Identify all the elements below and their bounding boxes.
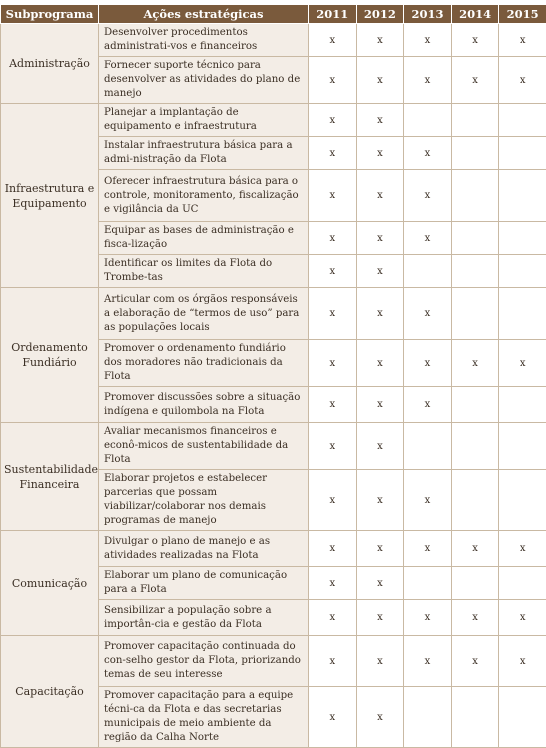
- action-cell: Divulgar o plano de manejo e as atividades realizadas na Flota: [99, 531, 309, 567]
- header-year-2011: 2011: [309, 5, 357, 24]
- year-mark-cell: x: [499, 531, 546, 567]
- year-mark-cell: [451, 423, 499, 470]
- subprogram-cell: Sustentabilidade Financeira: [1, 423, 99, 531]
- year-mark-cell: x: [309, 222, 357, 255]
- year-mark-cell: x: [356, 222, 404, 255]
- table-row: [1, 531, 546, 567]
- year-mark-cell: x: [309, 423, 357, 470]
- header-acoes: Ações estratégicas: [99, 5, 309, 24]
- year-mark-cell: x: [404, 340, 452, 387]
- year-mark-cell: [451, 567, 499, 600]
- year-mark-cell: x: [356, 104, 404, 137]
- year-mark-cell: x: [309, 470, 357, 531]
- action-cell: Elaborar um plano de comunicação para a Flota: [99, 567, 309, 600]
- year-mark-cell: x: [404, 57, 452, 104]
- action-cell: Identificar os limites da Flota do Trombe-tas: [99, 255, 309, 288]
- year-mark-cell: [451, 104, 499, 137]
- year-mark-cell: x: [404, 222, 452, 255]
- year-mark-cell: x: [404, 531, 452, 567]
- action-cell: Articular com os órgãos responsáveis a elaboração de “termos de uso” para as populações locais: [99, 288, 309, 340]
- year-mark-cell: x: [499, 340, 546, 387]
- year-mark-cell: x: [451, 600, 499, 636]
- year-mark-cell: x: [309, 636, 357, 687]
- action-cell: Elaborar projetos e estabelecer parcerias que possam viabilizar/colaborar nos demais programas de manejo: [99, 470, 309, 531]
- action-cell: Oferecer infraestrutura básica para o controle, monitoramento, fiscalização e vigilância da UC: [99, 170, 309, 222]
- table-row: [1, 636, 546, 687]
- year-mark-cell: x: [309, 170, 357, 222]
- action-cell: Desenvolver procedimentos administrati-vos e financeiros: [99, 24, 309, 57]
- year-mark-cell: x: [451, 57, 499, 104]
- year-mark-cell: [451, 470, 499, 531]
- action-cell: Avaliar mecanismos financeiros e econô-micos de sustentabilidade da Flota: [99, 423, 309, 470]
- year-mark-cell: [404, 567, 452, 600]
- year-mark-cell: [404, 423, 452, 470]
- year-mark-cell: x: [309, 255, 357, 288]
- year-mark-cell: [499, 288, 546, 340]
- year-mark-cell: [499, 170, 546, 222]
- year-mark-cell: [451, 687, 499, 748]
- year-mark-cell: x: [356, 636, 404, 687]
- year-mark-cell: x: [356, 531, 404, 567]
- year-mark-cell: x: [309, 137, 357, 170]
- subprogram-cell: Ordenamento Fundiário: [1, 288, 99, 423]
- year-mark-cell: x: [356, 170, 404, 222]
- year-mark-cell: x: [356, 387, 404, 423]
- year-mark-cell: x: [451, 531, 499, 567]
- table-header: [1, 5, 546, 24]
- action-cell: Planejar a implantação de equipamento e infraestrutura: [99, 104, 309, 137]
- year-mark-cell: [451, 222, 499, 255]
- action-cell: Equipar as bases de administração e fisca-lização: [99, 222, 309, 255]
- year-mark-cell: x: [404, 137, 452, 170]
- year-mark-cell: x: [404, 387, 452, 423]
- year-mark-cell: x: [356, 423, 404, 470]
- year-mark-cell: x: [309, 340, 357, 387]
- year-mark-cell: [451, 170, 499, 222]
- year-mark-cell: x: [451, 24, 499, 57]
- year-mark-cell: [404, 255, 452, 288]
- year-mark-cell: x: [404, 288, 452, 340]
- year-mark-cell: x: [356, 137, 404, 170]
- year-mark-cell: x: [309, 687, 357, 748]
- action-cell: Fornecer suporte técnico para desenvolver as atividades do plano de manejo: [99, 57, 309, 104]
- year-mark-cell: x: [499, 600, 546, 636]
- action-cell: Instalar infraestrutura básica para a admi-nistração da Flota: [99, 137, 309, 170]
- year-mark-cell: x: [356, 57, 404, 104]
- year-mark-cell: x: [404, 600, 452, 636]
- year-mark-cell: [404, 687, 452, 748]
- year-mark-cell: [499, 137, 546, 170]
- year-mark-cell: x: [309, 531, 357, 567]
- year-mark-cell: x: [309, 600, 357, 636]
- year-mark-cell: x: [499, 636, 546, 687]
- header-year-2013: 2013: [404, 5, 452, 24]
- year-mark-cell: x: [356, 255, 404, 288]
- year-mark-cell: x: [451, 340, 499, 387]
- year-mark-cell: [499, 470, 546, 531]
- year-mark-cell: x: [356, 567, 404, 600]
- year-mark-cell: x: [451, 636, 499, 687]
- table-row: [1, 423, 546, 470]
- year-mark-cell: x: [356, 470, 404, 531]
- year-mark-cell: [499, 222, 546, 255]
- year-mark-cell: [451, 255, 499, 288]
- year-mark-cell: [404, 104, 452, 137]
- year-mark-cell: x: [309, 567, 357, 600]
- action-cell: Promover discussões sobre a situação indígena e quilombola na Flota: [99, 387, 309, 423]
- year-mark-cell: [451, 137, 499, 170]
- subprogram-cell: Administração: [1, 24, 99, 104]
- year-mark-cell: x: [309, 288, 357, 340]
- year-mark-cell: x: [404, 170, 452, 222]
- header-row: [1, 5, 546, 24]
- year-mark-cell: [499, 567, 546, 600]
- year-mark-cell: x: [356, 600, 404, 636]
- action-cell: Promover capacitação continuada do con-selho gestor da Flota, priorizando temas de seu interesse: [99, 636, 309, 687]
- header-year-2015: 2015: [499, 5, 546, 24]
- year-mark-cell: x: [356, 687, 404, 748]
- year-mark-cell: [499, 387, 546, 423]
- table-body: [1, 24, 546, 748]
- year-mark-cell: x: [356, 24, 404, 57]
- strategic-actions-table: [0, 4, 546, 748]
- year-mark-cell: [499, 687, 546, 748]
- year-mark-cell: x: [499, 24, 546, 57]
- year-mark-cell: [499, 255, 546, 288]
- table-row: [1, 104, 546, 137]
- year-mark-cell: x: [356, 288, 404, 340]
- year-mark-cell: [451, 288, 499, 340]
- header-year-2014: 2014: [451, 5, 499, 24]
- action-cell: Sensibilizar a população sobre a importân-cia e gestão da Flota: [99, 600, 309, 636]
- action-cell: Promover capacitação para a equipe técni-ca da Flota e das secretarias municipais de meio ambiente da região da Calha Norte: [99, 687, 309, 748]
- year-mark-cell: x: [309, 24, 357, 57]
- year-mark-cell: x: [404, 24, 452, 57]
- year-mark-cell: x: [309, 387, 357, 423]
- subprogram-cell: Comunicação: [1, 531, 99, 636]
- year-mark-cell: x: [404, 636, 452, 687]
- subprogram-cell: Capacitação: [1, 636, 99, 748]
- header-subprograma: Subprograma: [1, 5, 99, 24]
- subprogram-cell: Infraestrutura e Equipamento: [1, 104, 99, 288]
- year-mark-cell: x: [309, 57, 357, 104]
- action-cell: Promover o ordenamento fundiário dos moradores não tradicionais da Flota: [99, 340, 309, 387]
- header-year-2012: 2012: [356, 5, 404, 24]
- table-row: [1, 288, 546, 340]
- year-mark-cell: [451, 387, 499, 423]
- year-mark-cell: x: [404, 470, 452, 531]
- year-mark-cell: [499, 423, 546, 470]
- year-mark-cell: x: [356, 340, 404, 387]
- year-mark-cell: x: [309, 104, 357, 137]
- year-mark-cell: x: [499, 57, 546, 104]
- table-row: [1, 24, 546, 57]
- year-mark-cell: [499, 104, 546, 137]
